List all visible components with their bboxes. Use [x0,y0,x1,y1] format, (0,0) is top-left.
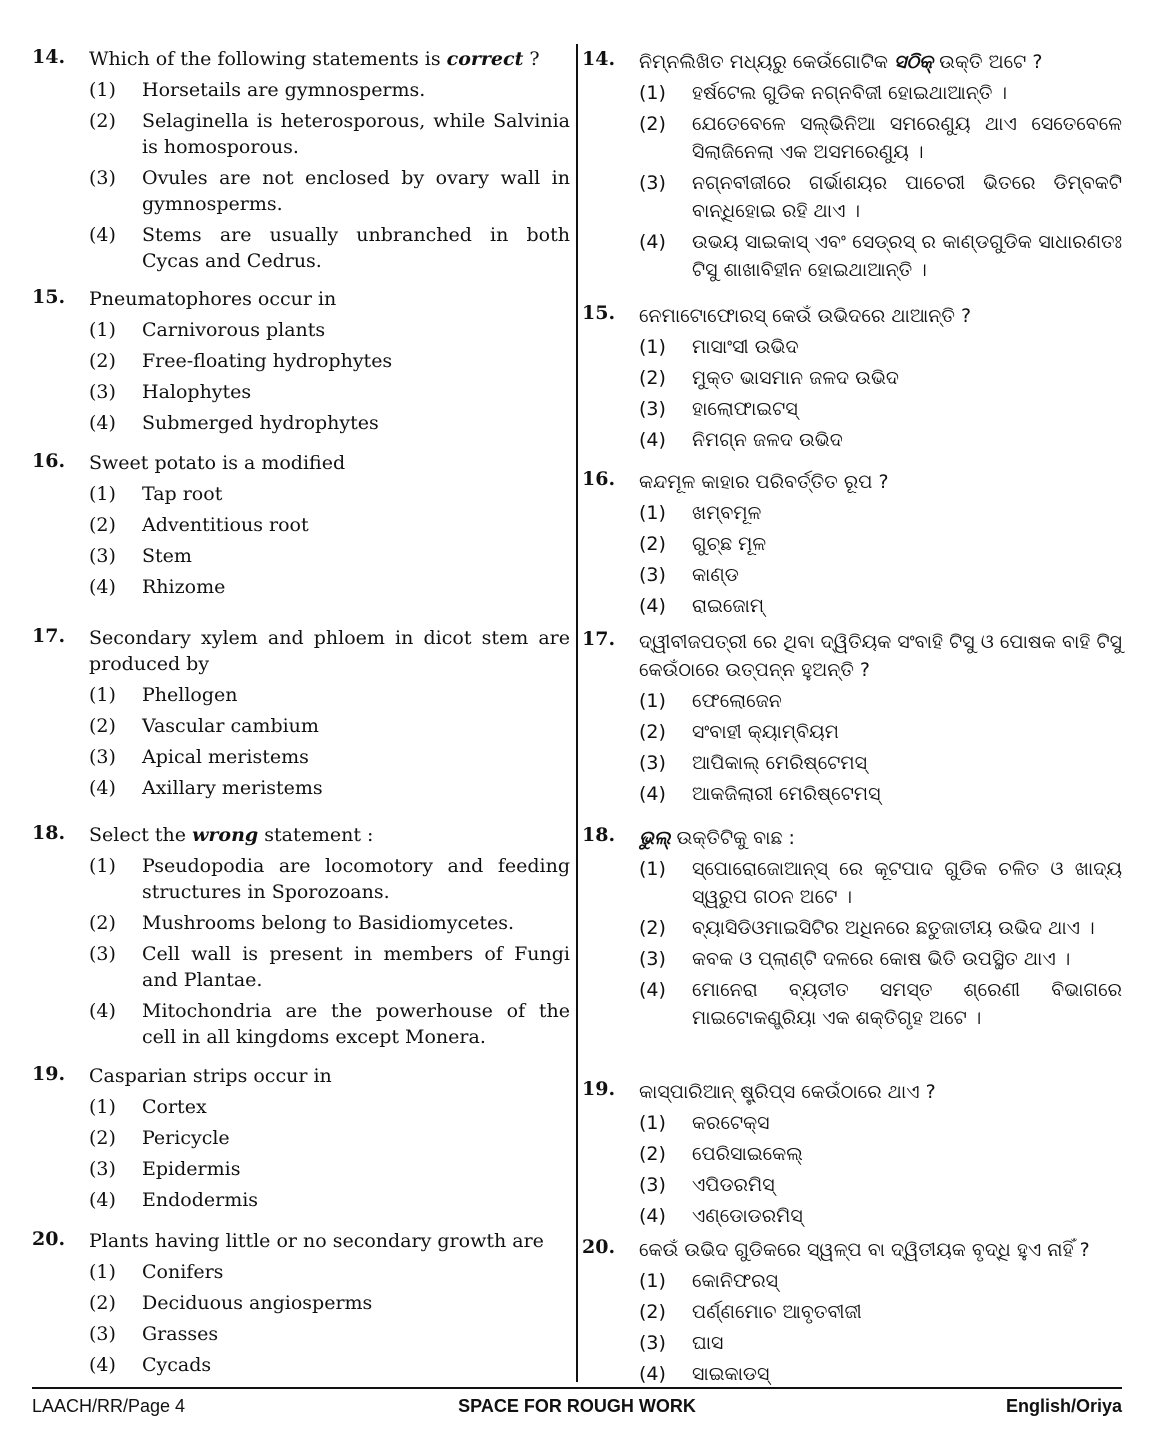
option-number: (1) [89,79,116,101]
option-text: Pericycle [142,1127,230,1149]
question-emphasis: correct [446,48,524,70]
question-text-post: ଉକ୍ତି ଅଟେ ? [933,51,1043,73]
option-number: (3) [639,948,666,970]
question-18-en [32,822,570,1050]
option-text: Halophytes [142,381,252,403]
answer-option-4 [639,780,1122,808]
question-emphasis: wrong [192,824,259,846]
option-number: (4) [89,576,116,598]
option-number: (1) [639,1270,666,1292]
answer-option-2 [89,348,570,374]
page-footer [32,1396,1122,1422]
answer-option-4 [89,574,570,600]
question-text: Plants having little or no secondary growth are [89,1230,544,1252]
answer-option-2 [639,914,1122,942]
option-number: (4) [89,777,116,799]
option-text: ଫେଲୋଜେନ [692,690,782,712]
option-number: (3) [639,398,666,420]
answer-option-3 [89,1156,570,1182]
option-number: (3) [639,1174,666,1196]
question-emphasis: ସଠିକ୍ [894,51,934,73]
question-number: 18. [582,824,616,846]
option-number: (4) [89,1000,116,1022]
question-text [639,824,1122,852]
answer-option-2 [89,512,570,538]
option-text: Mushrooms belong to Basidiomycetes. [142,912,515,934]
answer-option-4 [89,410,570,436]
question-text: କନ୍ଦମୂଳ କାହାର ପରିବର୍ତ୍ତିତ ରୂପ ? [639,471,889,493]
option-text: ଆକଜିଲାରୀ ମେରିଷ୍ଟେମସ୍ [692,783,881,805]
question-text-pre: Select the [89,824,193,846]
option-text: Endodermis [142,1189,259,1211]
option-number: (3) [89,746,116,768]
option-text: ହର୍ଷଟେଲ ଗୁଡିକ ନଗ୍ନବିଜୀ ହୋଇଥାଆନ୍ତି । [692,82,1008,104]
question-number: 16. [582,468,616,490]
option-text: Selaginella is heterosporous, while Salvinia is homosporous. [142,110,570,158]
option-number: (1) [89,1096,116,1118]
option-number: (2) [639,533,666,555]
option-number: (1) [89,855,116,877]
option-text: କବକ ଓ ପ୍ଲାଣ୍ଟି ଦଳରେ କୋଷ ଭିତି ଉପସ୍ଥିତ ଥାଏ । [692,948,1071,970]
question-text: Casparian strips occur in [89,1065,332,1087]
option-text: ଘାସ [692,1332,724,1354]
question-number: 17. [582,628,616,650]
option-number: (4) [639,595,666,617]
option-text: Deciduous angiosperms [142,1292,373,1314]
answer-option-2 [89,910,570,936]
option-number: (3) [639,752,666,774]
question-number: 14. [32,46,66,68]
option-text: ହାଲୋଫାଇଟସ୍ [692,398,798,420]
answer-option-4 [89,1352,570,1378]
option-number: (2) [89,110,116,132]
answer-option-3 [89,379,570,405]
answer-option-3 [89,543,570,569]
answer-option-2 [89,108,570,160]
option-text: ପେରିସାଇକେଲ୍ [692,1143,803,1165]
answer-option-4 [89,775,570,801]
question-19-or [582,1078,1122,1230]
answer-option-1 [89,1259,570,1285]
rough-work-label: SPACE FOR ROUGH WORK [458,1396,696,1416]
option-number: (1) [639,690,666,712]
question-number: 15. [32,286,66,308]
option-number: (2) [89,1127,116,1149]
answer-option-1 [89,317,570,343]
option-number: (3) [89,381,116,403]
question-text [89,46,570,72]
option-text: ଆପିକାଲ୍ ମେରିଷ୍ଟେମସ୍ [692,752,867,774]
question-number: 20. [582,1236,616,1258]
option-text: ମୋନେରା ବ୍ୟତୀତ ସମସ୍ତ ଶ୍ରେଣୀ ବିଭାଗରେ ମାଇଟୋକଣ୍ଡ୍ରିୟା ଏକ ଶକ୍ତିଗୃହ ଅଟେ । [692,979,1122,1029]
question-text: ଦ୍ୱୀବୀଜପତ୍ରୀ ରେ ଥିବା ଦ୍ୱିତିୟକ ସଂବାହି ଟିସୁ ଓ ପୋଷକ ବାହି ଟିସୁ କେଉଁଠାରେ ଉତ୍ପନ୍ନ ହୁଅନ୍ତି ? [639,631,1122,681]
answer-option-1 [89,682,570,708]
question-text: Sweet potato is a modified [89,452,346,474]
option-text: Adventitious root [142,514,309,536]
answer-option-3 [639,169,1122,225]
option-number: (4) [639,1205,666,1227]
answer-option-3 [89,941,570,993]
answer-option-2 [639,1298,1122,1326]
option-number: (4) [89,224,116,246]
question-number: 17. [32,625,66,647]
answer-option-3 [639,749,1122,777]
answer-option-4 [89,1187,570,1213]
option-text: ରାଇଜୋମ୍ [692,595,765,617]
option-number: (3) [89,943,116,965]
question-19-en [32,1063,570,1213]
answer-option-3 [89,1321,570,1347]
answer-option-3 [89,744,570,770]
option-number: (3) [89,1323,116,1345]
answer-option-3 [639,1329,1122,1357]
question-number: 19. [582,1078,616,1100]
option-number: (4) [639,979,666,1001]
option-number: (2) [89,514,116,536]
option-number: (2) [639,1143,666,1165]
option-text: Apical meristems [142,746,309,768]
answer-option-3 [639,1171,1122,1199]
answer-option-2 [639,718,1122,746]
answer-option-4 [89,222,570,274]
option-text: Pseudopodia are locomotory and feeding structures in Sporozoans. [142,855,570,903]
option-number: (1) [639,858,666,880]
question-number: 14. [582,48,616,70]
question-20-or [582,1236,1122,1388]
answer-option-1 [639,1109,1122,1137]
question-text-pre: ନିମ୍ନଲିଖିତ ମଧ୍ୟରୁ କେଉଁଗୋଟିକ [639,51,894,73]
page-code: LAACH/RR/Page 4 [32,1396,186,1416]
option-number: (2) [89,350,116,372]
question-number: 19. [32,1063,66,1085]
option-text: Carnivorous plants [142,319,326,341]
option-text: Phellogen [142,684,238,706]
option-text: ଯେତେବେଳେ ସଲ୍‌ଭିନିଆ ସମରେଣୁୟ ଥାଏ ସେତେବେଳେ ସିଲାଜିନେଲା ଏକ ଅସମରେଣୁୟ । [692,113,1122,163]
option-text: Cortex [142,1096,207,1118]
answer-option-4 [639,592,1122,620]
answer-option-1 [639,79,1122,107]
option-number: (3) [639,1332,666,1354]
question-text-pre: Which of the following statements is [89,48,447,70]
option-number: (1) [89,1261,116,1283]
option-text: Conifers [142,1261,224,1283]
question-18-or [582,824,1122,1032]
option-text: Mitochondria are the powerhouse of the cell in all kingdoms except Monera. [142,1000,570,1048]
option-number: (1) [89,483,116,505]
answer-option-4 [639,426,1122,454]
answer-option-1 [89,1094,570,1120]
answer-option-4 [639,1202,1122,1230]
answer-option-2 [89,713,570,739]
answer-option-2 [639,530,1122,558]
question-15-or [582,302,1122,454]
option-text: ବ୍ୟାସିଡିଓମାଇସିଟିର ଅଧିନରେ ଛତୁଜାତୀୟ ଉଭିଦ ଥାଏ । [692,917,1095,939]
answer-option-2 [639,364,1122,392]
option-text: Epidermis [142,1158,241,1180]
column-divider [576,44,578,1382]
question-emphasis: ଭୁଲ୍ [639,827,671,849]
option-text: ଏଣ୍ଡୋଡରମିସ୍ [692,1205,803,1227]
answer-option-3 [89,165,570,217]
option-number: (2) [639,1301,666,1323]
option-number: (1) [639,336,666,358]
option-text: କରଟେକ୍ସ [692,1112,770,1134]
option-number: (2) [639,113,666,135]
option-text: Free-floating hydrophytes [142,350,393,372]
question-16-or [582,468,1122,620]
answer-option-4 [639,228,1122,284]
option-number: (2) [89,1292,116,1314]
question-text [89,822,570,848]
option-text: କାଣ୍ଡ [692,564,739,586]
question-number: 16. [32,450,66,472]
answer-option-1 [639,333,1122,361]
question-20-en [32,1228,570,1378]
answer-option-1 [639,1267,1122,1295]
question-number: 20. [32,1228,66,1250]
option-number: (3) [639,564,666,586]
option-number: (4) [89,1189,116,1211]
question-text: କେଉଁ ଉଭିଦ ଗୁଡିକରେ ସ୍ୱଳ୍ପ ବା ଦ୍ୱିତୀୟକ ବୃଦ୍ଧି ହୁଏ ନାହିଁ ? [639,1239,1090,1261]
question-15-en [32,286,570,436]
option-number: (4) [89,412,116,434]
option-number: (4) [639,1363,666,1385]
option-number: (3) [89,167,116,189]
option-text: Ovules are not enclosed by ovary wall in gymnosperms. [142,167,570,215]
question-text-post: ? [523,48,540,70]
option-number: (4) [639,783,666,805]
answer-option-3 [639,945,1122,973]
question-17-en [32,625,570,801]
question-number: 18. [32,822,66,844]
language-label: English/Oriya [1005,1396,1122,1416]
question-text: Secondary xylem and phloem in dicot stem are produced by [89,627,570,675]
option-number: (4) [89,1354,116,1376]
option-number: (1) [639,1112,666,1134]
question-text: ନେମାଟୋଫୋରସ୍ କେଉଁ ଉଭିଦରେ ଥାଆନ୍ତି ? [639,305,972,327]
option-text: ପର୍ଣ୍ଣମୋଚ ଆବୃତବୀଜୀ [692,1301,862,1323]
question-14-en [32,46,570,274]
option-text: Cell wall is present in members of Fungi and Plantae. [142,943,570,991]
answer-option-4 [89,998,570,1050]
option-text: Cycads [142,1354,212,1376]
option-text: କୋନିଫରସ୍ [692,1270,779,1292]
option-text: ଗୁଚ୍ଛ ମୂଳ [692,533,767,555]
option-number: (2) [639,917,666,939]
answer-option-1 [639,687,1122,715]
option-text: Grasses [142,1323,219,1345]
option-text: ସାଇକାଡସ୍ [692,1363,770,1385]
option-text: Stem [142,545,192,567]
option-text: ଏପିଡରମିସ୍ [692,1174,775,1196]
answer-option-1 [89,853,570,905]
answer-option-4 [639,976,1122,1032]
option-number: (1) [639,82,666,104]
footer-rule [32,1387,1122,1389]
answer-option-1 [639,499,1122,527]
option-number: (2) [639,721,666,743]
option-text: ସ୍ପୋରୋଜୋଆନ୍ସ୍ ରେ କୂଟପାଦ ଗୁଡିକ ଚଳିତ ଓ ଖାଦ୍ୟ ସ୍ୱରୁପ ଗଠନ ଅଟେ । [692,858,1122,908]
option-number: (2) [639,367,666,389]
option-text: ଉଭୟ ସାଇକାସ୍ ଏବଂ ସେଡ୍ରସ୍ ର କାଣ୍ଡଗୁଡିକ ସାଧାରଣତଃ ଟିସୁ ଶାଖାବିହୀନ ହୋଇଥାଆନ୍ତି । [692,231,1122,281]
option-text: Stems are usually unbranched in both Cycas and Cedrus. [142,224,570,272]
option-text: ମାସାଂସୀ ଉଭିଦ [692,336,799,358]
question-17-or [582,628,1122,808]
option-text: Horsetails are gymnosperms. [142,79,426,101]
answer-option-2 [89,1290,570,1316]
option-text: ଖମ୍ବମୂଳ [692,502,762,524]
question-14-or [582,48,1122,284]
option-text: Vascular cambium [142,715,319,737]
answer-option-2 [639,110,1122,166]
question-text [639,48,1122,76]
option-text: ମୁକ୍ତ ଭାସମାନ ଜଳଦ ଉଭିଦ [692,367,899,389]
answer-option-1 [89,481,570,507]
answer-option-1 [89,77,570,103]
answer-option-2 [89,1125,570,1151]
option-text: Rhizome [142,576,226,598]
option-text: ନଗ୍ନବୀଜୀରେ ଗର୍ଭାଶୟର ପାଚେରୀ ଭିତରେ ଡିମ୍ବକଟି ବାନ୍ଧିହୋଇ ରହି ଥାଏ । [692,172,1122,222]
option-number: (1) [639,502,666,524]
option-number: (2) [89,715,116,737]
option-number: (1) [89,684,116,706]
option-number: (3) [89,545,116,567]
option-text: ନିମଗ୍ନ ଜଳଦ ଉଭିଦ [692,429,843,451]
option-text: Axillary meristems [142,777,323,799]
answer-option-4 [639,1360,1122,1388]
option-number: (3) [89,1158,116,1180]
option-number: (3) [639,172,666,194]
answer-option-3 [639,561,1122,589]
option-text: Tap root [142,483,223,505]
option-number: (1) [89,319,116,341]
option-number: (4) [639,429,666,451]
answer-option-3 [639,395,1122,423]
question-text-post: statement : [258,824,374,846]
option-text: ସଂବାହୀ କ୍ୟାମ୍ବିୟମ [692,721,839,743]
answer-option-1 [639,855,1122,911]
option-number: (4) [639,231,666,253]
question-text-post: ଉକ୍ତିଟିକୁ ବାଛ : [670,827,795,849]
option-text: Submerged hydrophytes [142,412,379,434]
question-16-en [32,450,570,600]
question-text: କାସ୍‌ପାରିଆନ୍ ଷ୍ଟ୍ରିପ୍‌ସ କେଉଁଠାରେ ଥାଏ ? [639,1081,936,1103]
option-number: (2) [89,912,116,934]
question-text: Pneumatophores occur in [89,288,337,310]
answer-option-2 [639,1140,1122,1168]
question-number: 15. [582,302,616,324]
